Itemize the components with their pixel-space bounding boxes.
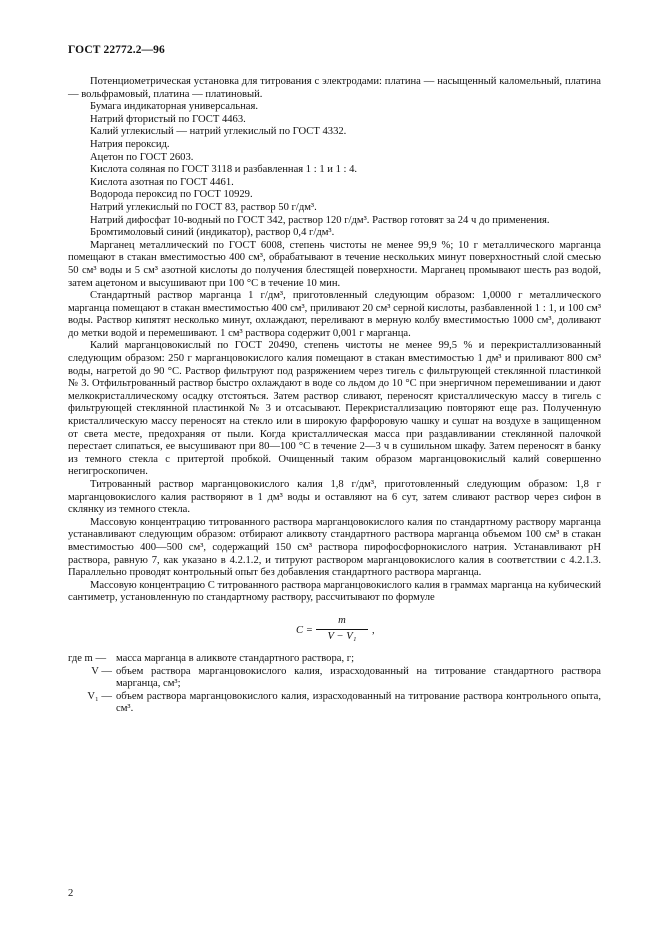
definition-row xyxy=(68,691,601,716)
paragraph: Ацетон по ГОСТ 2603. xyxy=(90,151,194,163)
paragraph: Кислота соляная по ГОСТ 3118 и разбавленная 1 : 1 и 1 : 4. xyxy=(90,164,358,176)
definition-row xyxy=(68,653,601,666)
paragraph: Натрий фтористый по ГОСТ 4463. xyxy=(90,113,246,125)
paragraph: Бромтимоловый синий (индикатор), раствор 0,4 г/дм³. xyxy=(90,227,335,239)
definition-text: масса марганца в аликвоте стандартного раствора, г; xyxy=(116,652,355,664)
paragraph: Натрия пероксид. xyxy=(90,138,170,150)
variable-definitions xyxy=(68,653,601,716)
paragraph: Бумага индикаторная универсальная. xyxy=(90,101,259,113)
formula-numerator: m xyxy=(316,615,368,630)
paragraph: Калий углекислый — натрий углекислый по ГОСТ 4332. xyxy=(90,126,347,138)
paragraph: Калий марганцовокислый по ГОСТ 20490, степень чистоты не менее 99,5 % и перекристаллизованный следующим образом: 250 г марганцовокислого калия помещают в стакан вместимостью 1 дм³ и приливают 800 см³ воды, нагретой до 90 °С. Раствор фильтруют под разряжением через тигель с фильтрующей стеклянной пластинкой № 3. Отфильтрованный раствор быстро охлаждают в воде со льдом до 10 °С при энергичном перемешивании и дают мелкокристаллическому осадку отстояться. Затем раствор сливают, переносят кристаллическую массу в тигель с фильтрующей стеклянной пластинкой № 3 и отсасывают. Перекристаллизацию повторяют еще раз. Полученную кристаллическую массу переносят на стекло или в широкую фарфоровую чашку и сушат на воздухе в защищенном от света месте, предохраняя от пыли. Когда кристаллическая масса при раздавливании стеклянной палочкой перестает слипаться, ее высушивают при 80—100 °С в течение 2—3 ч в сушильном шкафу. Затем переносят в банку из темного стекла с притертой пробкой. Очищенный таким образом марганцовокислый калий совершенно негигроскопичен. xyxy=(68,340,601,478)
definition-symbol: V₁ — xyxy=(87,690,112,702)
formula-fraction xyxy=(316,615,368,643)
paragraph: Водорода пероксид по ГОСТ 10929. xyxy=(90,189,253,201)
paragraph: Кислота азотная по ГОСТ 4461. xyxy=(90,176,234,188)
formula-comma: , xyxy=(372,624,375,636)
document-header: ГОСТ 22772.2—96 xyxy=(68,44,165,56)
paragraph: Массовую концентрацию титрованного раствора марганцовокислого калия по стандартному раствору марганца устанавливают следующим образом: отбирают аликвоту стандартного раствора марганца объемом 100 см³ в стакан вместимостью 400—500 см³, содержащий 150 см³ раствора пирофосфорнокислого натрия. Устанавливают рН раствора, равную 7, как указано в 4.2.1.2, и титруют раствором марганцовокислого калия в соответствии с 4.2.1.3. Параллельно проводят контрольный опыт без добавления стандартного раствора марганца. xyxy=(68,516,601,579)
formula-denominator: V − V₁ xyxy=(327,630,357,642)
paragraph: Натрий дифосфат 10-водный по ГОСТ 342, раствор 120 г/дм³. Раствор готовят за 24 ч до применения. xyxy=(90,214,550,226)
page-number: 2 xyxy=(68,888,74,899)
definition-text: объем раствора марганцовокислого калия, израсходованный на титрование стандартного раствора марганца, см³; xyxy=(116,665,601,690)
paragraph: Стандартный раствор марганца 1 г/дм³, приготовленный следующим образом: 1,0000 г металлического марганца помещают в стакан вместимостью 400 см³, приливают 20 см³ серной кислоты, разбавленной 1 : 1, и 100 см³ воды. Раствор кипятят несколько минут, охлаждают, переливают в мерную колбу вместимостью 1000 см³, доливают до метки водой и перемешивают. 1 см³ раствора содержит 0,001 г марганца. xyxy=(68,290,601,339)
document-body xyxy=(68,76,601,716)
paragraph: Массовую концентрацию C титрованного раствора марганцовокислого калия в граммах марганца на кубический сантиметр, установленную по стандартному раствору, рассчитывают по формуле xyxy=(68,579,601,604)
definition-symbol: где m — xyxy=(68,652,107,664)
paragraph: Натрий углекислый по ГОСТ 83, раствор 50 г/дм³. xyxy=(90,201,317,213)
definition-text: объем раствора марганцовокислого калия, израсходованный на титрование раствора контрольного опыта, см³. xyxy=(116,690,601,715)
definition-symbol: V — xyxy=(91,665,112,677)
concentration-formula xyxy=(68,611,601,649)
paragraph: Потенциометрическая установка для титрования с электродами: платина — насыщенный каломельный, платина — вольфрамовый, платина — платиновый. xyxy=(68,76,601,100)
definition-row xyxy=(68,666,601,691)
paragraph: Марганец металлический по ГОСТ 6008, степень чистоты не менее 99,9 %; 10 г металлического марганца помещают в стакан вместимостью 400 см³, обрабатывают в течение нескольких минут поверхностный слой смесью 50 см³ воды и 5 см³ азотной кислоты до получения блестящей поверхности. Марганец промывают шесть раз водой, затем ацетоном и высушивают при 100 °С в течение 10 мин. xyxy=(68,239,601,289)
paragraph: Титрованный раствор марганцовокислого калия 1,8 г/дм³, приготовленный следующим образом: 1,8 г марганцовокислого калия растворяют в 1 дм³ воды и оставляют на 6 сут, затем сливают раствор через сифон в склянку из темного стекла. xyxy=(68,479,601,516)
formula-lhs: C = xyxy=(296,624,313,636)
